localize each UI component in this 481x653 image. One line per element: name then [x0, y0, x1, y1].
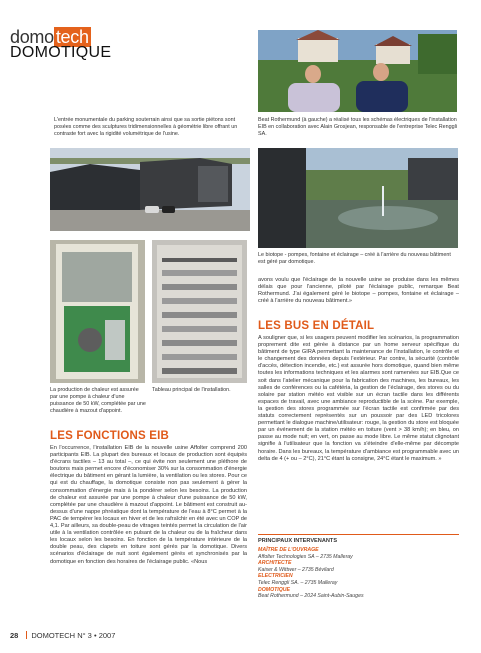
photo-portrait: [258, 30, 457, 112]
caption-main-panel: Tableau principal de l'installation.: [152, 387, 231, 393]
intervenant-role: MAÎTRE DE L'OUVRAGE: [258, 547, 319, 553]
intervenant-role: ELECTRICIEN: [258, 573, 293, 580]
photo-biotope: [258, 148, 458, 248]
footer-issue: N° 3: [77, 631, 92, 640]
caption-biotope: Le biotope - pompes, fontaine et éclairage – créé à l'arrière du nouveau bâtiment est géré par domotique.: [258, 252, 451, 265]
bus-heading: LES BUS EN DÉTAIL: [258, 320, 375, 332]
footer-magazine: DOMOTECH: [31, 631, 76, 640]
caption-heat-pump: La production de chaleur est assurée par une pompe à chaleur d'une puissance de 50 kW, complétée par une chaudière à mazout d'appoint.: [50, 387, 146, 414]
intervenant-item: [258, 547, 459, 560]
fonctions-heading: LES FONCTIONS EIB: [50, 430, 170, 442]
intervenant-who: Kaiser & Wittwer – 2735 Bévilard: [258, 566, 334, 573]
intervenant-who: Beat Rothermund – 2024 Saint-Aubin-Sauges: [258, 593, 364, 600]
footer-divider: [26, 631, 27, 639]
intervenants-title: PRINCIPAUX INTERVENANTS: [258, 538, 338, 544]
intervenant-item: [258, 587, 459, 600]
caption-portrait: Beat Rothermund (à gauche) a réalisé tous les schémas électriques de l'installation EIB en collaboration avec Alain Grosjean, responsable de l'entreprise Telec Renggli SA.: [258, 117, 458, 137]
intervenants-rule: [258, 534, 459, 535]
page-footer: [10, 631, 115, 640]
section-title: DOMOTIQUE: [10, 44, 112, 61]
intro-right-text: avons voulu que l'éclairage de la nouvelle usine se produise dans les mêmes délais que pour l'ancienne, piloté par l'éclairage public, remarque Beat Rothermund. J'ai également géré le biotope – pompes, fontaine et éclairage – créé à l'arrière du nouveau bâtiment.»: [258, 277, 459, 305]
caption-entrance: L'entrée monumentale du parking souterrain ainsi que sa sortie piétons sont posées comme des sculptures tridimensionnelles à géométrie libre offrant un contraste fort avec la rigidité volumétrique de l'usine.: [54, 117, 238, 137]
bus-text: A souligner que, si les usagers peuvent modifier les scénarios, la programmation proprement dite est gérée à distance par un home serveur spécifique du bâtiment de type GIRA permettant la maintenance de l'installation, le contrôle et le changement des données depuis l'extérieur. Par contre, la sécurité (contrôle d'accès, détection incendie, etc.) est assurée hors domotique, quand bien même toutes les informations techniques et les alarmes sont ramenées sur EIB.Que ce soit dans l'atelier mécanique pour la fabrication des machines, les bureaux, les salles de conférences ou la cafétéria, la gestion de l'éclairage, des stores ou du solaire par station météo est visible sur un écran tactile dans les différents espaces de travail, avec une ambiance reproductible de la scène. Par exemple, la gestion des stores programmée sur l'écran tactile est confirmée par des statuts correctement représentés sur un poussoir par des LED tricolores permettant le dialogue machine/utilisateur: rouge, la gestion du store est bloquée par un événement de la station météo en toiture (vent > 38 km/h); en bleu, on passe au mode nuit; en vert, on passe au mode libre. Le même statut clignotant signifie à l'utilisateur que la fonction va s'éteindre d'elle-même par décompte horaire. Dans les bureaux, la température d'ambiance est programmable avec un delta de 4 (+ ou – 2°C), 21°C étant la consigne, 24°C étant le maximum. »: [258, 335, 459, 462]
intervenant-role: DOMOTIQUE: [258, 586, 290, 593]
photo-main-panel: [152, 240, 247, 383]
intervenants-list: [258, 547, 459, 600]
intervenant-item: [258, 573, 459, 586]
photo-heat-pump: [50, 240, 145, 383]
photo-building: [50, 148, 250, 231]
footer-sep: •: [93, 631, 97, 640]
intervenant-role: ARCHITECTE: [258, 560, 292, 567]
intervenant-who: Telec Renggli SA. – 2735 Malleray: [258, 579, 338, 586]
brand-logo: domo tech: [10, 27, 89, 47]
page-number: 28: [10, 631, 19, 640]
footer-year: 2007: [98, 631, 116, 640]
fonctions-text: En l'occurrence, l'installation EIB de la nouvelle usine Affolter comprend 200 participants EIB. La plupart des bureaux et locaux de production sont équipés d'écrans tactiles – 13 au total –, ce qui évite non seulement une pléthore de boutons mais permet encore d'économiser 30% sur la consommation d'énergie électrique du bâtiment en gérant la lumière, la ventilation ou les stores. Pour ce qui est du chauffage, la domotique consiste non pas seulement à gérer la consommation d'énergie mais à la pondérer selon les besoins. La production de chaleur est assurée par une pompe à chaleur d'une puissance de 50 kW, complétée par une chaudière à mazout d'appoint. Le bâtiment est construit au-dessus d'une nappe phréatique dont la température de l'eau à 8°C permet à la PAC de tempérer les locaux en hiver et de les rafraîchir en été avec un COP de 4,1. Par ailleurs, sa double-peau de vitrages teintés permet la circulation de l'air utile à la ventilation contrôlée en pulsant de la chaleur ou de la fraîcheur dans les locaux selon les besoins. En fonction de la température intérieure de la double peau, des clapets en toiture sont gérés par la domotique. Divers scénarios d'éclairage de nuit sont également gérés et synchronisés par la domotique en fonction des horaires de l'éclairage public. «Nous: [50, 445, 247, 565]
intervenant-who: Affolter Technologies SA – 2735 Malleray: [258, 553, 353, 560]
intervenant-item: [258, 560, 459, 573]
